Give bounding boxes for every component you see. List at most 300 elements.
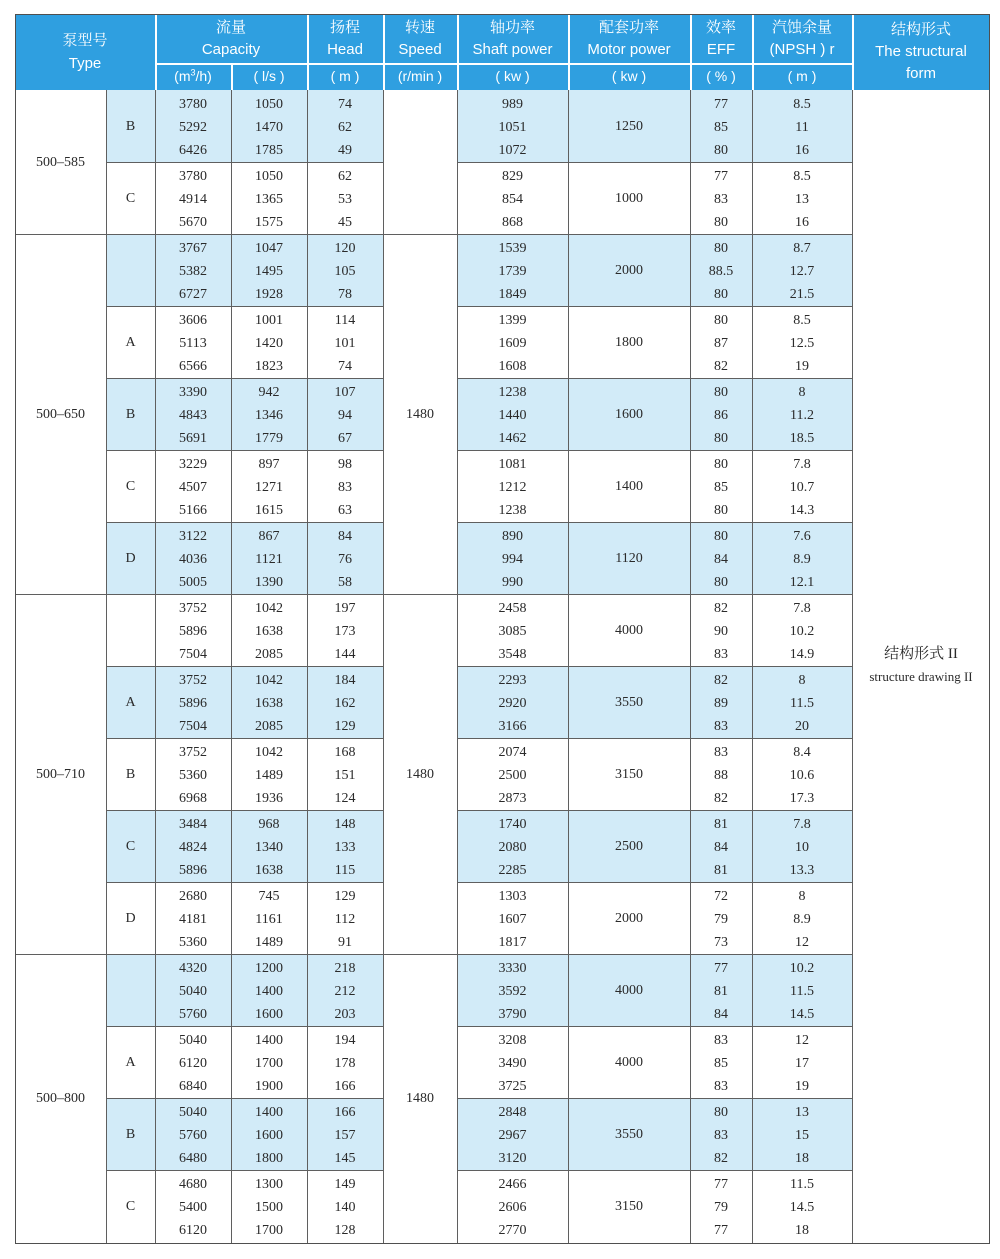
npsh-value: 18 <box>795 1223 809 1238</box>
eff-value: 82 <box>714 673 728 688</box>
shaft-value: 1608 <box>498 359 527 374</box>
eff-value: 80 <box>714 287 728 302</box>
shaft-value: 2285 <box>498 863 527 878</box>
eff-value: 83 <box>714 647 728 662</box>
ls-value: 1400 <box>255 1105 283 1120</box>
shaft-value: 1609 <box>498 336 527 351</box>
head-value: 98 <box>338 457 352 472</box>
m3h-value: 4507 <box>179 480 207 495</box>
npsh-value: 12.1 <box>789 575 815 590</box>
speed-value: 1480 <box>406 1090 434 1106</box>
shaft-value: 1238 <box>498 385 527 400</box>
m3h-value: 5896 <box>179 696 207 711</box>
shaft-value: 3725 <box>498 1079 527 1094</box>
shaft-value: 1740 <box>498 817 527 832</box>
npsh-value: 7.8 <box>793 817 811 832</box>
m3h-value: 5360 <box>179 768 207 783</box>
npsh-value: 19 <box>795 359 809 374</box>
npsh-unit: ( m ) <box>787 68 817 84</box>
head-value: 83 <box>338 480 352 495</box>
npsh-value: 8.5 <box>793 97 811 112</box>
eff-value: 80 <box>714 431 728 446</box>
npsh-value: 14.5 <box>789 1007 815 1022</box>
ls-value: 1400 <box>255 984 283 999</box>
shaft-value: 1817 <box>498 935 527 950</box>
npsh-value: 12 <box>795 1033 809 1048</box>
motor-power-value: 3150 <box>615 1198 643 1214</box>
head-value: 124 <box>334 791 356 806</box>
m3h-value: 5113 <box>179 336 207 351</box>
m3h-value: 4824 <box>179 840 207 855</box>
m3h-value: 5166 <box>179 503 207 518</box>
eff-value: 83 <box>714 1033 728 1048</box>
m3h-value: 4914 <box>179 192 207 207</box>
ls-value: 1500 <box>255 1200 283 1215</box>
shaft-value: 3490 <box>498 1056 527 1071</box>
head-value: 148 <box>334 817 356 832</box>
shaft-value: 2873 <box>498 791 527 806</box>
m3h-value: 5040 <box>179 1105 207 1120</box>
m3h-value: 6120 <box>179 1056 207 1071</box>
m3h-value: 5691 <box>179 431 207 446</box>
subtype-label: B <box>125 1126 136 1142</box>
head-value: 162 <box>334 696 356 711</box>
shaft-value: 989 <box>502 97 523 112</box>
eff-value: 79 <box>714 1200 728 1215</box>
eff-value: 88.5 <box>708 264 734 279</box>
ls-value: 1365 <box>255 192 283 207</box>
ls-value: 1900 <box>255 1079 283 1094</box>
ls-value: 745 <box>258 889 280 904</box>
npsh-value: 10.2 <box>789 961 815 976</box>
head-value: 105 <box>334 264 356 279</box>
eff-value: 84 <box>714 840 728 855</box>
head-value: 101 <box>334 336 356 351</box>
eff-value: 72 <box>714 889 728 904</box>
eff-header-cn: 效率 <box>705 19 736 36</box>
motor-power-value: 1800 <box>615 334 643 350</box>
head-value: 84 <box>338 529 352 544</box>
npsh-value: 8 <box>798 673 806 688</box>
shaft-power-header-cn: 轴功率 <box>489 19 535 36</box>
head-value: 120 <box>334 241 356 256</box>
ls-value: 1495 <box>255 264 283 279</box>
ls-value: 1420 <box>255 336 283 351</box>
npsh-value: 14.3 <box>789 503 815 518</box>
motor-power-value: 3550 <box>615 1126 643 1142</box>
npsh-value: 10.2 <box>789 624 815 639</box>
shaft-value: 2293 <box>498 673 527 688</box>
ls-value: 1200 <box>255 961 283 976</box>
eff-value: 80 <box>714 1105 728 1120</box>
subtype-label: C <box>125 1198 136 1214</box>
m3h-value: 5040 <box>179 1033 207 1048</box>
m3h-value: 6480 <box>179 1151 207 1166</box>
npsh-value: 19 <box>795 1079 809 1094</box>
head-value: 129 <box>334 719 356 734</box>
shaft-value: 3330 <box>498 961 527 976</box>
m3h-value: 7504 <box>179 719 207 734</box>
speed-header-en: Speed <box>398 41 442 58</box>
subtype-label: D <box>125 550 136 566</box>
subtype-label: A <box>125 1054 136 1070</box>
ls-value: 1615 <box>255 503 283 518</box>
head-value: 178 <box>334 1056 356 1071</box>
npsh-value: 7.8 <box>793 601 811 616</box>
shaft-value: 890 <box>502 529 523 544</box>
ls-value: 1050 <box>255 169 283 184</box>
motor-power-value: 1400 <box>615 478 643 494</box>
pump-type-label: 500–650 <box>36 406 85 422</box>
npsh-value: 8.7 <box>793 241 811 256</box>
shaft-value: 2074 <box>498 745 527 760</box>
ls-value: 1271 <box>255 480 283 495</box>
head-header-cn: 扬程 <box>329 19 360 36</box>
eff-value: 80 <box>714 313 728 328</box>
subtype-label: B <box>125 766 136 782</box>
capacity-header-cn: 流量 <box>215 19 246 36</box>
npsh-value: 7.6 <box>793 529 811 544</box>
head-value: 133 <box>334 840 356 855</box>
m3h-value: 6426 <box>179 143 207 158</box>
shaft-value: 2466 <box>498 1177 527 1192</box>
npsh-value: 8.5 <box>793 313 811 328</box>
motor-power-value: 1250 <box>615 118 643 134</box>
shaft-value: 2770 <box>498 1223 527 1238</box>
m3h-value: 7504 <box>179 647 207 662</box>
ls-value: 1700 <box>255 1056 283 1071</box>
eff-value: 85 <box>714 120 728 135</box>
head-value: 151 <box>334 768 356 783</box>
eff-value: 77 <box>714 97 728 112</box>
npsh-value: 11.5 <box>790 696 814 711</box>
ls-value: 968 <box>258 817 280 832</box>
head-header-en: Head <box>327 41 363 58</box>
motor-power-header-en: Motor power <box>587 41 671 58</box>
shaft-value: 2500 <box>498 768 527 783</box>
ls-value: 1575 <box>255 215 283 230</box>
ls-value: 1800 <box>255 1151 283 1166</box>
m3h-value: 3752 <box>179 601 207 616</box>
m3h-value: 2680 <box>179 889 207 904</box>
ls-value: 1400 <box>255 1033 283 1048</box>
table-frame <box>15 14 990 1244</box>
m3h-value: 4320 <box>179 961 207 976</box>
ls-value: 1700 <box>255 1223 283 1238</box>
head-value: 91 <box>338 935 352 950</box>
head-value: 157 <box>334 1128 356 1143</box>
eff-value: 82 <box>714 359 728 374</box>
shaft-value: 1607 <box>498 912 527 927</box>
structure-note-cn: 结构形式 II <box>884 646 958 662</box>
ls-value: 1050 <box>255 97 283 112</box>
head-value: 129 <box>334 889 356 904</box>
m3h-value: 4680 <box>179 1177 207 1192</box>
m3h-value: 6840 <box>179 1079 207 1094</box>
ls-value: 1047 <box>255 241 283 256</box>
ls-value: 1489 <box>255 768 283 783</box>
m3h-value: 5670 <box>179 215 207 230</box>
shaft-power-unit: ( kw ) <box>495 68 530 84</box>
m3h-value: 3606 <box>179 313 207 328</box>
head-value: 62 <box>338 120 352 135</box>
npsh-value: 8 <box>798 385 806 400</box>
shaft-value: 3208 <box>498 1033 527 1048</box>
head-value: 166 <box>334 1079 356 1094</box>
npsh-value: 8.4 <box>793 745 811 760</box>
ls-value: 2085 <box>255 647 283 662</box>
m3h-value: 4843 <box>179 408 207 423</box>
eff-value: 77 <box>714 1223 728 1238</box>
ls-value: 1638 <box>255 863 283 878</box>
m3h-value: 3390 <box>179 385 207 400</box>
motor-power-value: 4000 <box>615 1054 643 1070</box>
shaft-value: 2606 <box>498 1200 527 1215</box>
eff-value: 80 <box>714 215 728 230</box>
head-value: 94 <box>338 408 352 423</box>
structure-note-en: structure drawing II <box>869 669 973 684</box>
head-value: 62 <box>338 169 352 184</box>
motor-power-value: 1120 <box>615 550 643 566</box>
shaft-power-header-en: Shaft power <box>472 41 553 58</box>
shaft-value: 1051 <box>498 120 527 135</box>
motor-power-value: 2500 <box>615 838 643 854</box>
m3h-value: 3780 <box>179 97 207 112</box>
structure-header-en-1: The structural <box>875 43 967 60</box>
head-value: 128 <box>334 1223 356 1238</box>
ls-value: 1300 <box>255 1177 283 1192</box>
ls-value: 1390 <box>255 575 283 590</box>
ls-value: 1600 <box>255 1128 283 1143</box>
eff-value: 80 <box>714 503 728 518</box>
head-value: 168 <box>334 745 356 760</box>
m3h-value: 5896 <box>179 624 207 639</box>
unit-text: /h) <box>195 68 212 84</box>
head-value: 149 <box>334 1177 356 1192</box>
m3h-value: 3484 <box>179 817 207 832</box>
speed-header-cn: 转速 <box>404 19 435 36</box>
head-value: 115 <box>334 863 356 878</box>
motor-power-value: 2000 <box>615 910 643 926</box>
ls-value: 1470 <box>255 120 283 135</box>
eff-value: 80 <box>714 143 728 158</box>
ls-value: 942 <box>258 385 280 400</box>
eff-value: 79 <box>714 912 728 927</box>
head-value: 212 <box>334 984 356 999</box>
subtype-label: C <box>125 478 136 494</box>
m3h-value: 5040 <box>179 984 207 999</box>
ls-value: 1779 <box>255 431 283 446</box>
shaft-value: 2458 <box>498 601 527 616</box>
npsh-value: 12.7 <box>789 264 815 279</box>
ls-value: 2085 <box>255 719 283 734</box>
npsh-value: 13.3 <box>789 863 815 878</box>
ls-value: 1638 <box>255 696 283 711</box>
eff-value: 80 <box>714 241 728 256</box>
npsh-value: 8 <box>798 889 806 904</box>
eff-value: 89 <box>714 696 728 711</box>
type-header-en: Type <box>68 55 102 72</box>
motor-power-header-cn: 配套功率 <box>598 19 659 36</box>
head-value: 107 <box>334 385 356 400</box>
npsh-value: 17 <box>795 1056 809 1071</box>
head-value: 145 <box>334 1151 356 1166</box>
head-unit: ( m ) <box>330 68 360 84</box>
head-value: 58 <box>338 575 352 590</box>
shaft-value: 1440 <box>498 408 527 423</box>
npsh-value: 13 <box>795 1105 809 1120</box>
head-value: 67 <box>338 431 352 446</box>
eff-value: 82 <box>714 1151 728 1166</box>
speed-unit: (r/min ) <box>397 68 443 84</box>
shaft-value: 868 <box>502 215 523 230</box>
motor-power-value: 3550 <box>615 694 643 710</box>
head-value: 144 <box>334 647 356 662</box>
motor-power-value: 3150 <box>615 766 643 782</box>
shaft-value: 3790 <box>498 1007 527 1022</box>
head-value: 173 <box>334 624 356 639</box>
npsh-value: 16 <box>795 143 809 158</box>
structure-header-cn: 结构形式 <box>890 21 951 38</box>
eff-value: 86 <box>714 408 728 423</box>
ls-value: 1042 <box>255 673 283 688</box>
head-value: 74 <box>338 359 352 374</box>
shaft-value: 1462 <box>498 431 527 446</box>
eff-value: 81 <box>714 817 728 832</box>
m3h-value: 3229 <box>179 457 207 472</box>
ls-value: 1785 <box>255 143 283 158</box>
npsh-value: 16 <box>795 215 809 230</box>
npsh-header-cn: 汽蚀余量 <box>771 19 832 36</box>
ls-value: 1489 <box>255 935 283 950</box>
ls-value: 867 <box>258 529 280 544</box>
shaft-value: 3166 <box>498 719 527 734</box>
npsh-value: 20 <box>795 719 809 734</box>
m3h-value: 6968 <box>179 791 207 806</box>
m3h-value: 4181 <box>179 912 207 927</box>
motor-power-value: 4000 <box>615 622 643 638</box>
shaft-value: 2967 <box>498 1128 527 1143</box>
eff-value: 80 <box>714 575 728 590</box>
eff-unit: ( % ) <box>706 68 736 84</box>
ls-value: 1121 <box>255 552 283 567</box>
eff-value: 80 <box>714 529 728 544</box>
head-value: 76 <box>338 552 352 567</box>
npsh-header-en: (NPSH ) r <box>769 41 835 58</box>
eff-value: 84 <box>714 552 728 567</box>
shaft-value: 2848 <box>498 1105 527 1120</box>
head-value: 184 <box>334 673 356 688</box>
subtype-label: C <box>125 838 136 854</box>
head-value: 53 <box>338 192 352 207</box>
unit-superscript: 3 <box>190 67 196 78</box>
npsh-value: 11 <box>795 120 809 135</box>
npsh-value: 10.6 <box>789 768 815 783</box>
capacity-unit-ls: ( l/s ) <box>253 68 285 84</box>
shaft-value: 829 <box>502 169 523 184</box>
npsh-value: 11.5 <box>790 984 814 999</box>
eff-value: 87 <box>714 336 728 351</box>
m3h-value: 3780 <box>179 169 207 184</box>
npsh-value: 10.7 <box>789 480 815 495</box>
m3h-value: 6727 <box>179 287 207 302</box>
subtype-label: A <box>125 334 136 350</box>
unit-text: (m <box>174 68 191 84</box>
ls-value: 1042 <box>255 601 283 616</box>
speed-value: 1480 <box>406 766 434 782</box>
m3h-value: 5005 <box>179 575 207 590</box>
m3h-value: 5360 <box>179 935 207 950</box>
npsh-value: 17.3 <box>789 791 815 806</box>
eff-value: 81 <box>714 984 728 999</box>
head-value: 45 <box>338 215 352 230</box>
npsh-value: 12.5 <box>789 336 815 351</box>
ls-value: 897 <box>258 457 280 472</box>
motor-power-value: 1000 <box>615 190 643 206</box>
type-header-cn: 泵型号 <box>62 32 108 49</box>
ls-value: 1346 <box>255 408 283 423</box>
eff-value: 85 <box>714 1056 728 1071</box>
npsh-value: 14.5 <box>789 1200 815 1215</box>
m3h-value: 6120 <box>179 1223 207 1238</box>
eff-value: 73 <box>714 935 728 950</box>
ls-value: 1042 <box>255 745 283 760</box>
pump-type-label: 500–585 <box>36 154 85 170</box>
pump-type-label: 500–710 <box>36 766 85 782</box>
npsh-value: 8.9 <box>793 912 811 927</box>
m3h-value: 5292 <box>179 120 207 135</box>
head-value: 78 <box>338 287 352 302</box>
motor-power-unit: ( kw ) <box>611 68 647 84</box>
speed-value: 1480 <box>406 406 434 422</box>
ls-value: 1600 <box>255 1007 283 1022</box>
head-value: 114 <box>334 313 356 328</box>
eff-value: 77 <box>714 169 728 184</box>
m3h-value: 4036 <box>179 552 207 567</box>
npsh-value: 7.8 <box>793 457 811 472</box>
m3h-value: 3752 <box>179 673 207 688</box>
npsh-value: 21.5 <box>789 287 815 302</box>
head-value: 49 <box>338 143 352 158</box>
eff-value: 80 <box>714 457 728 472</box>
m3h-value: 5400 <box>179 1200 207 1215</box>
subtype-label: D <box>125 910 136 926</box>
shaft-value: 1081 <box>498 457 527 472</box>
eff-value: 85 <box>714 480 728 495</box>
npsh-value: 11.5 <box>790 1177 814 1192</box>
eff-value: 81 <box>714 863 728 878</box>
ls-value: 1001 <box>255 313 283 328</box>
npsh-value: 18 <box>795 1151 809 1166</box>
subtype-label: B <box>125 406 136 422</box>
m3h-value: 3752 <box>179 745 207 760</box>
eff-value: 77 <box>714 961 728 976</box>
m3h-value: 5760 <box>179 1007 207 1022</box>
npsh-value: 15 <box>795 1128 809 1143</box>
head-value: 203 <box>334 1007 356 1022</box>
shaft-value: 994 <box>502 552 523 567</box>
m3h-value: 5896 <box>179 863 207 878</box>
shaft-value: 1303 <box>498 889 527 904</box>
npsh-value: 12 <box>795 935 809 950</box>
shaft-value: 1399 <box>498 313 527 328</box>
motor-power-value: 1600 <box>615 406 643 422</box>
head-value: 63 <box>338 503 352 518</box>
m3h-value: 3122 <box>179 529 207 544</box>
eff-value: 88 <box>714 768 728 783</box>
shaft-value: 2920 <box>498 696 527 711</box>
shaft-value: 3592 <box>498 984 527 999</box>
